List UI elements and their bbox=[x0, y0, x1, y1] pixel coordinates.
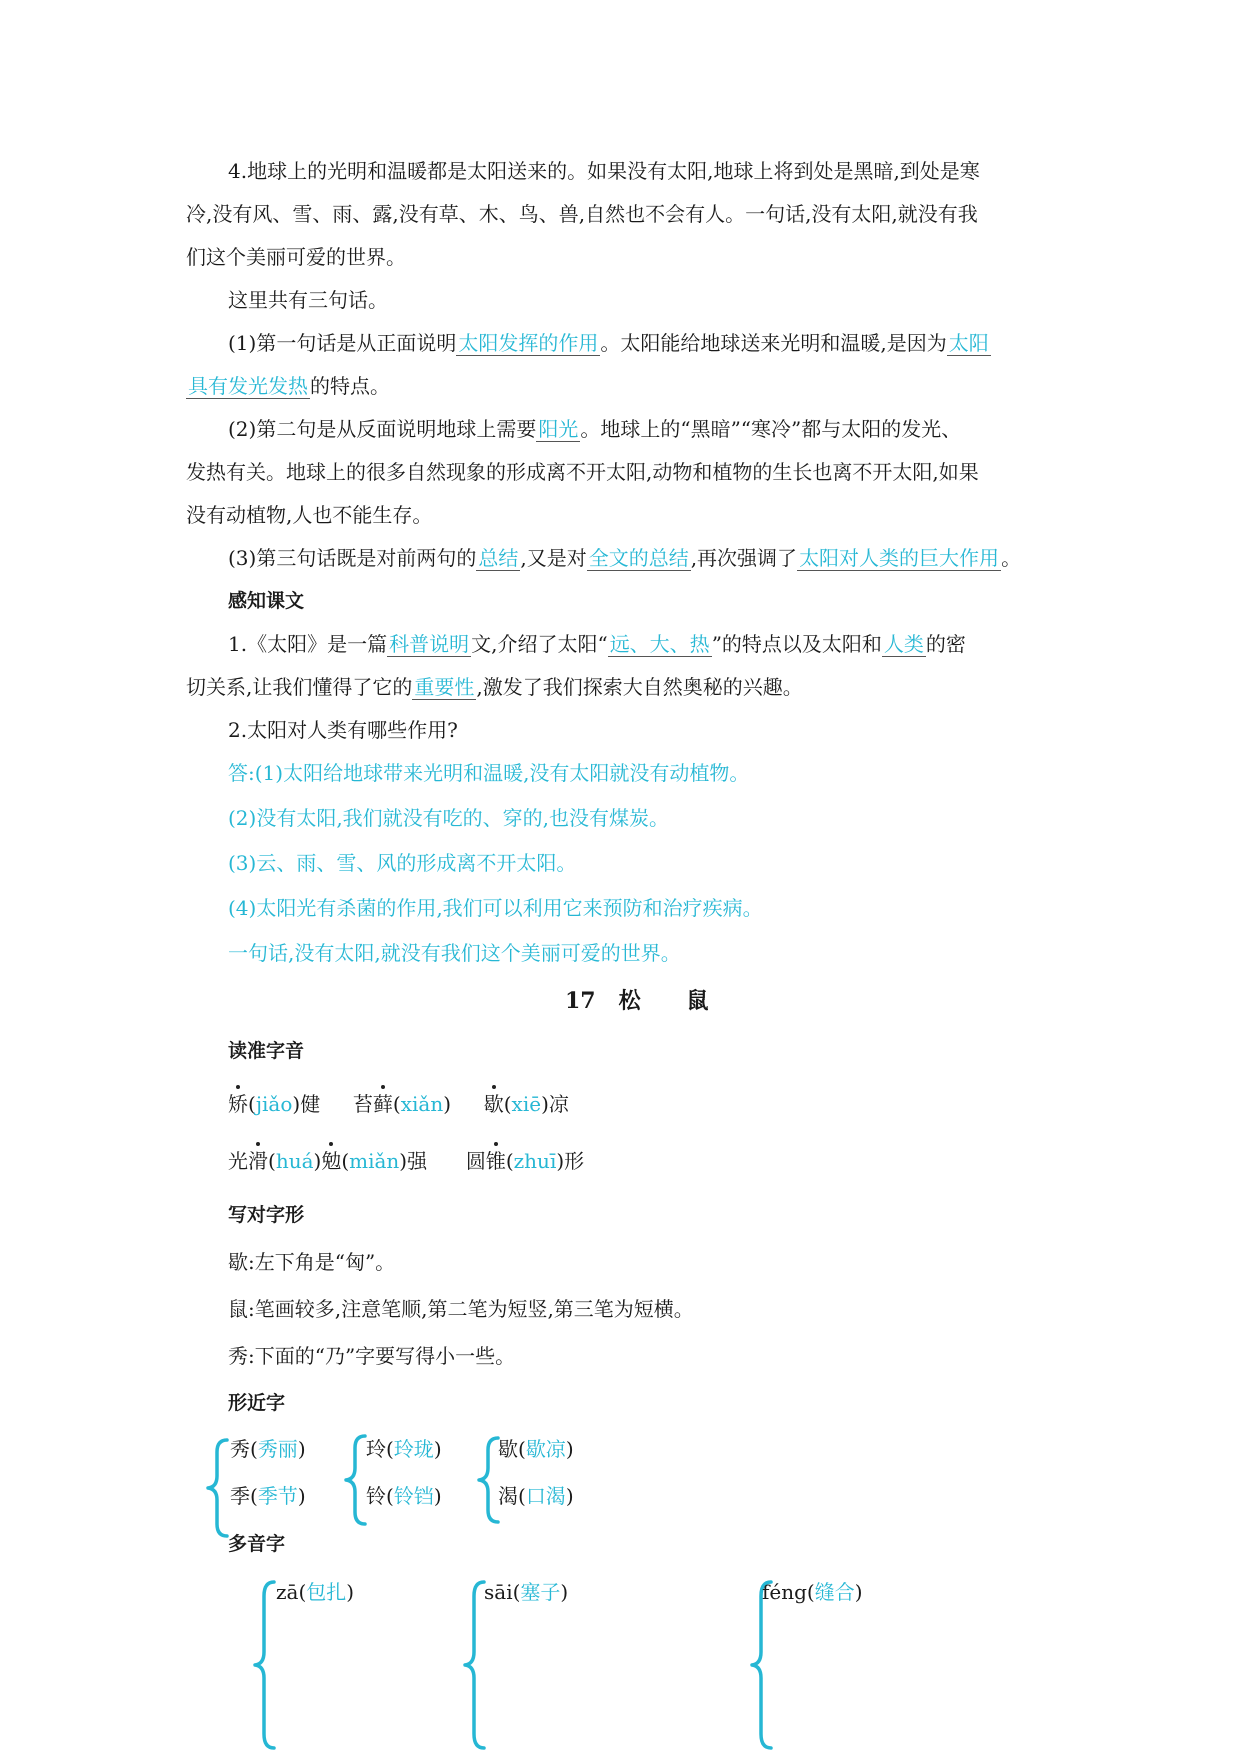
s1-text-c: 。太阳能给地球送来光明和温暖,是因为 bbox=[600, 331, 947, 355]
char: 形 bbox=[564, 1149, 585, 1173]
pinyin: xiǎn bbox=[400, 1092, 444, 1116]
similar-word: 铃铛 bbox=[393, 1484, 434, 1508]
s1-text-a: (1)第一句话是从正面说明 bbox=[228, 331, 457, 355]
polyphone-1: zā(包扎) bbox=[276, 1580, 355, 1604]
read-item: 苔藓(xiǎn) bbox=[352, 1092, 452, 1116]
similar-char: 歇 bbox=[498, 1437, 518, 1461]
similar-word: 歇凉 bbox=[525, 1437, 566, 1461]
q1-text-l2a: 切关系,让我们懂得了它的 bbox=[186, 675, 413, 699]
char: 圆 bbox=[465, 1149, 486, 1173]
similar-word: 秀丽 bbox=[257, 1437, 298, 1461]
char: 苔 bbox=[352, 1092, 373, 1116]
pinyin: xiē bbox=[511, 1092, 542, 1116]
para4-line3: 们这个美丽可爱的世界。 bbox=[186, 245, 406, 269]
polyphone-3: féng(缝合) bbox=[762, 1580, 863, 1604]
similar-group-2-bottom: 铃(铃铛) bbox=[366, 1484, 442, 1508]
s3-text-c: ,又是对 bbox=[520, 546, 587, 570]
similar-char: 渴 bbox=[498, 1484, 518, 1508]
q1-answer-4: 重要性 bbox=[414, 675, 475, 699]
three-sentences: 这里共有三句话。 bbox=[228, 288, 388, 312]
polyphone-2: sāi(塞子) bbox=[484, 1580, 569, 1604]
question1-line2 bbox=[186, 675, 803, 699]
polyphone-pinyin: sāi bbox=[484, 1580, 513, 1604]
char-with-dot: 锥 bbox=[485, 1149, 506, 1173]
sentence1-line1 bbox=[228, 331, 991, 355]
s2-text-a: (2)第二句是从反面说明地球上需要 bbox=[228, 417, 537, 441]
heading-similar: 形近字 bbox=[228, 1392, 286, 1414]
answer-line-3: (3)云、雨、雪、风的形成离不开太阳。 bbox=[228, 851, 577, 875]
polyphone-pinyin: féng bbox=[762, 1580, 807, 1604]
brace-icon bbox=[462, 1580, 492, 1750]
char: 光 bbox=[228, 1149, 248, 1173]
similar-group-3-bottom: 渴(口渴) bbox=[498, 1484, 574, 1508]
similar-char: 玲 bbox=[366, 1437, 386, 1461]
s3-text-a: (3)第三句话既是对前两句的 bbox=[228, 546, 477, 570]
char-with-dot: 矫 bbox=[228, 1092, 248, 1116]
char: 凉 bbox=[548, 1092, 569, 1116]
sentence3-line1 bbox=[228, 546, 1021, 570]
heading-polyphone: 多音字 bbox=[228, 1533, 286, 1555]
polyphone-word: 塞子 bbox=[520, 1580, 561, 1604]
similar-group-2-top: 玲(玲珑) bbox=[366, 1437, 442, 1461]
s3-text-e: 。 bbox=[1001, 546, 1022, 570]
s3-answer-1: 总结 bbox=[478, 546, 519, 570]
write-note-3: 秀:下面的“乃”字要写得小一些。 bbox=[228, 1344, 516, 1368]
q1-text-e: 的密 bbox=[925, 632, 966, 656]
write-note-1: 歇:左下角是“匈”。 bbox=[228, 1250, 396, 1274]
s1-answer-1: 太阳发挥的作用 bbox=[458, 331, 599, 355]
lesson-title: 17 松 鼠 bbox=[565, 988, 709, 1014]
pinyin: huá bbox=[275, 1149, 314, 1173]
sentence1-line2 bbox=[186, 374, 390, 398]
answer-line-1: 答:(1)太阳给地球带来光明和温暖,没有太阳就没有动植物。 bbox=[228, 761, 750, 785]
q1-text-d: ”的特点以及太阳和 bbox=[711, 632, 882, 656]
q1-text-l2c: ,激发了我们探索大自然奥秘的兴趣。 bbox=[476, 675, 803, 699]
char: 健 bbox=[300, 1092, 321, 1116]
similar-char: 铃 bbox=[366, 1484, 386, 1508]
write-note-2: 鼠:笔画较多,注意笔顺,第二笔为短竖,第三笔为短横。 bbox=[228, 1297, 694, 1321]
read-item: 歇(xiē)凉 bbox=[483, 1092, 569, 1116]
brace-icon bbox=[749, 1580, 779, 1750]
similar-group-1-top: 秀(秀丽) bbox=[230, 1437, 306, 1461]
question1-line1 bbox=[228, 632, 966, 656]
sentence2-line2: 发热有关。地球上的很多自然现象的形成离不开太阳,动物和植物的生长也离不开太阳,如果 bbox=[186, 460, 979, 484]
para4-line2: 冷,没有风、雪、雨、露,没有草、木、鸟、兽,自然也不会有人。一句话,没有太阳,就没有我 bbox=[186, 202, 978, 226]
read-item: 勉(miǎn)强 bbox=[321, 1149, 428, 1173]
read-item: 圆锥(zhuī)形 bbox=[465, 1149, 585, 1173]
similar-char: 秀 bbox=[230, 1437, 250, 1461]
s1-answer-2: 太阳 bbox=[948, 331, 989, 355]
sentence2-line3: 没有动植物,人也不能生存。 bbox=[186, 503, 433, 527]
answer-line-5: 一句话,没有太阳,就没有我们这个美丽可爱的世界。 bbox=[228, 941, 681, 965]
para4-line1: 4.地球上的光明和温暖都是太阳送来的。如果没有太阳,地球上将到处是黑暗,到处是寒 bbox=[228, 159, 980, 183]
char-with-dot: 滑 bbox=[248, 1149, 268, 1173]
pinyin: zhuī bbox=[513, 1149, 557, 1173]
read-item: 矫(jiǎo)健 bbox=[228, 1092, 321, 1116]
similar-word: 季节 bbox=[257, 1484, 298, 1508]
heading-write: 写对字形 bbox=[228, 1204, 305, 1226]
similar-word: 玲珑 bbox=[393, 1437, 434, 1461]
s2-text-c: 。地球上的“黑暗”“寒冷”都与太阳的发光、 bbox=[580, 417, 962, 441]
q1-answer-3: 人类 bbox=[883, 632, 924, 656]
similar-char: 季 bbox=[230, 1484, 250, 1508]
pinyin: jiǎo bbox=[255, 1092, 293, 1116]
q1-answer-1: 科普说明 bbox=[389, 632, 470, 656]
char-with-dot: 藓 bbox=[372, 1092, 393, 1116]
q1-text-a: 1.《太阳》是一篇 bbox=[228, 632, 388, 656]
sentence2-line1 bbox=[228, 417, 961, 441]
char-with-dot: 歇 bbox=[483, 1092, 504, 1116]
heading-read: 读准字音 bbox=[228, 1040, 305, 1062]
q1-text-c: 文,介绍了太阳“ bbox=[471, 632, 608, 656]
heading-perceive: 感知课文 bbox=[228, 590, 305, 612]
question2: 2.太阳对人类有哪些作用? bbox=[228, 718, 458, 742]
s1-text-d: 的特点。 bbox=[310, 374, 390, 398]
similar-word: 口渴 bbox=[525, 1484, 566, 1508]
read-row-2 bbox=[228, 1149, 584, 1173]
s3-answer-2: 全文的总结 bbox=[588, 546, 689, 570]
s3-text-d: ,再次强调了 bbox=[690, 546, 798, 570]
similar-group-3-top: 歇(歇凉) bbox=[498, 1437, 574, 1461]
answer-line-4: (4)太阳光有杀菌的作用,我们可以利用它来预防和治疗疾病。 bbox=[228, 896, 763, 920]
read-row-1 bbox=[228, 1092, 569, 1116]
s2-answer-1: 阳光 bbox=[538, 417, 579, 441]
polyphone-pinyin: zā bbox=[276, 1580, 299, 1604]
char-with-dot: 勉 bbox=[321, 1149, 342, 1173]
char: 强 bbox=[407, 1149, 428, 1173]
polyphone-word: 缝合 bbox=[814, 1580, 855, 1604]
s1-answer-3: 具有发光发热 bbox=[188, 374, 308, 398]
brace-icon bbox=[252, 1580, 282, 1750]
read-item: 光滑(huá) bbox=[228, 1149, 322, 1173]
pinyin: miǎn bbox=[349, 1149, 400, 1173]
polyphone-word: 包扎 bbox=[306, 1580, 347, 1604]
answer-line-2: (2)没有太阳,我们就没有吃的、穿的,也没有煤炭。 bbox=[228, 806, 670, 830]
similar-group-1-bottom: 季(季节) bbox=[230, 1484, 306, 1508]
s3-answer-3: 太阳对人类的巨大作用 bbox=[799, 546, 1000, 570]
q1-answer-2: 远、大、热 bbox=[609, 632, 710, 656]
